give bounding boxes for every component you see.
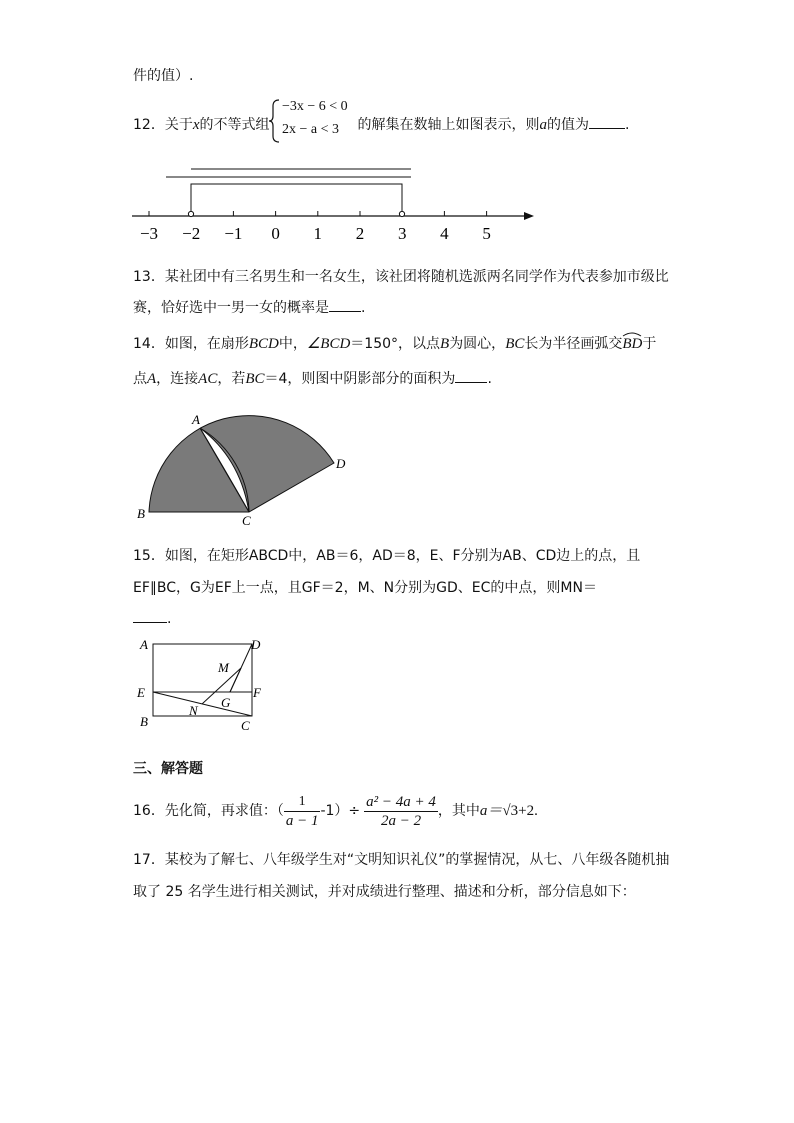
q14-t10: ＝4，则图中阴影部分的面积为	[264, 371, 456, 387]
q14-t3: ＝150°，以点	[350, 336, 441, 352]
tick-label: −1	[224, 224, 243, 243]
q14-t7: 点	[133, 371, 147, 387]
label-g: G	[221, 695, 231, 710]
q13-line2	[133, 297, 365, 318]
q14-t9: ，若	[217, 371, 246, 387]
q14-end: .	[487, 371, 492, 387]
brace-icon	[268, 98, 282, 144]
q14-line1	[133, 334, 656, 354]
q12-inequality-1: −3x − 6 < 0	[282, 99, 348, 114]
label-c: C	[241, 718, 250, 733]
q16-mid: ，其中	[437, 803, 480, 819]
q16-a-eq: a＝	[479, 803, 503, 819]
q14-t4: 为圆心，	[449, 336, 506, 352]
open-circle-right	[399, 211, 404, 216]
q14-b: B	[440, 336, 450, 352]
arrow-right-icon	[524, 212, 534, 220]
q14-a: A	[147, 371, 157, 387]
q16-sqrt: √3	[502, 803, 519, 819]
q14-sector-figure	[134, 408, 354, 533]
q14-t5: 长为半径画弧交	[524, 336, 623, 352]
label-d: D	[336, 456, 346, 471]
q14-t8: ，连接	[156, 371, 199, 387]
label-n: N	[189, 703, 198, 718]
q16-minus: -1）÷	[320, 803, 361, 819]
q15-line1: 15．如图，在矩形ABCD中，AB＝6，AD＝8，E、F分别为AB、CD边上的点，且	[133, 548, 641, 564]
q14-ac: AC	[198, 371, 218, 387]
q14-line2	[133, 368, 492, 389]
tick-label: −2	[182, 224, 201, 243]
q12-answer-blank	[589, 114, 625, 129]
q15-line2: EF∥BC，G为EF上一点，且GF＝2，M、N分别为GD、EC的中点，则MN＝	[133, 580, 597, 596]
q14-answer-blank	[455, 368, 487, 383]
tick-label: 0	[271, 224, 280, 243]
q14-t6: 于	[642, 336, 657, 352]
label-m: M	[218, 660, 229, 675]
prev-question-tail: 件的值）.	[133, 68, 194, 84]
q14-t1: 14．如图，在扇形	[133, 336, 249, 352]
label-b: B	[140, 714, 148, 729]
q13-answer-blank	[329, 297, 361, 312]
q12-number-line	[128, 165, 548, 245]
q14-angle: ∠BCD	[306, 336, 351, 352]
tick-label: 5	[482, 224, 491, 243]
q12-mid: 的不等式组	[199, 117, 270, 133]
q12-end: .	[625, 117, 630, 133]
q13-line1: 13．某社团中有三名男生和一名女生，该社团将随机选派两名同学作为代表参加市级比	[133, 269, 669, 285]
arc-icon	[622, 331, 642, 337]
tick-label: 3	[397, 224, 407, 243]
q12-text	[133, 114, 629, 135]
q12-var-a: a	[539, 117, 547, 133]
label-c: C	[242, 513, 251, 528]
q13-end: .	[361, 300, 366, 316]
q14-bc: BC	[505, 336, 525, 352]
tick-label: 2	[355, 224, 365, 243]
q14-arc-bd: BD	[622, 334, 642, 354]
rectangle-abcd	[153, 644, 252, 716]
label-a: A	[192, 412, 200, 427]
tick-label: 4	[440, 224, 449, 243]
q15-end: .	[167, 611, 172, 627]
q12-tail: 的值为	[547, 117, 589, 133]
q15-answer-blank	[133, 608, 167, 623]
tick-label: −3	[139, 224, 159, 243]
q16-fraction-1: $\frac{1}{a - 1}$	[285, 793, 319, 829]
q14-bcd: BCD	[248, 336, 279, 352]
q17-line2: 取了 25 名学生进行相关测试，并对成绩进行整理、描述和分析，部分信息如下：	[133, 884, 636, 900]
section-heading: 三、解答题	[133, 761, 203, 777]
solution-bracket	[191, 184, 402, 213]
q12-after: 的解集在数轴上如图表示，则	[357, 117, 540, 133]
q14-bc2: BC	[245, 371, 265, 387]
q15-rectangle-figure	[134, 634, 274, 734]
q16-plus: +2.	[518, 803, 538, 819]
q16-prefix: 16．先化简，再求值：（	[133, 803, 284, 819]
label-a: A	[140, 637, 148, 652]
tick-label: 1	[313, 224, 323, 243]
q12-inequality-system	[268, 98, 358, 144]
q15-line3	[133, 608, 171, 629]
open-circle-left	[188, 211, 193, 216]
label-b: B	[137, 506, 145, 521]
q16-fraction-2: $\frac{\text{a² − 4a + 4}}{2a - 2}$	[366, 793, 436, 829]
label-f: F	[253, 685, 261, 700]
q17-line1: 17．某校为了解七、八年级学生对“文明知识礼仪”的掌握情况，从七、八年级各随机抽	[133, 852, 670, 868]
q12-var-x: x	[192, 117, 200, 133]
q16-text	[133, 792, 538, 832]
label-d: D	[251, 637, 261, 652]
q14-t2: 中，	[278, 336, 307, 352]
q12-prefix: 12．关于	[133, 117, 193, 133]
label-e: E	[137, 685, 145, 700]
q12-inequality-2: 2x − a < 3	[282, 122, 340, 137]
q13-line2-text: 赛，恰好选中一男一女的概率是	[133, 300, 329, 316]
